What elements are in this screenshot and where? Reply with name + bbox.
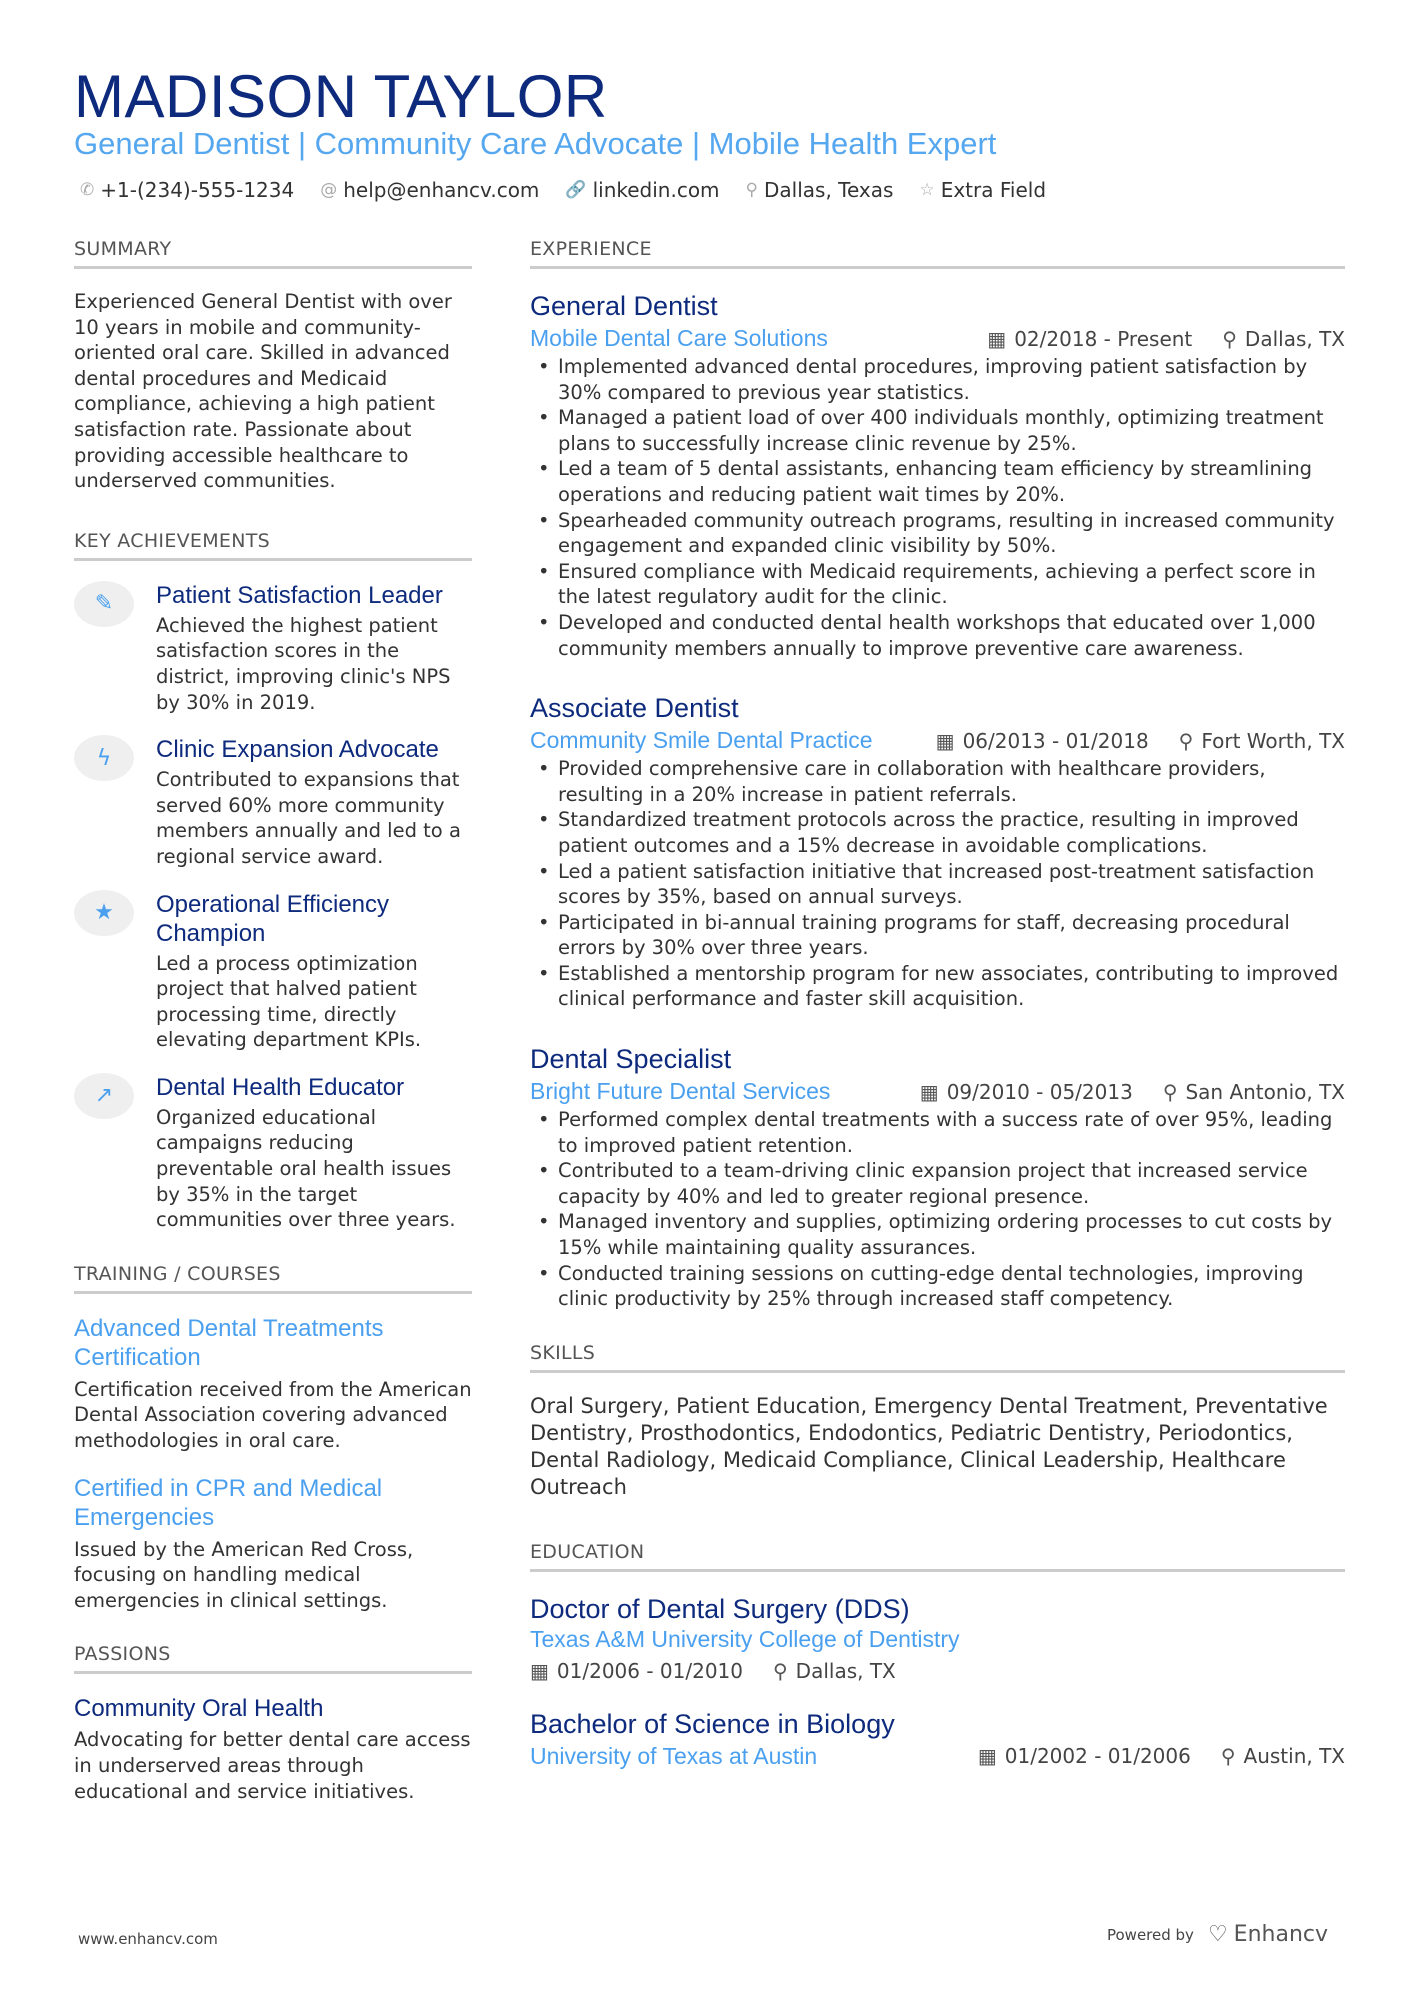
left-column <box>74 238 472 1804</box>
section-heading: SKILLS <box>530 1342 1345 1373</box>
magic-wand-icon: ✎ <box>74 581 134 627</box>
headline: General Dentist | Community Care Advocate | Mobile Health Expert <box>74 126 997 161</box>
date-range <box>936 729 1149 753</box>
phone-icon: ✆ <box>80 180 95 200</box>
bullet: • Developed and conducted dental health workshops that educated over 1,000 community members annually to improve preventive care awareness. <box>530 610 1345 661</box>
course-text: Certification received from the American Dental Association covering advanced methodologies in oral care. <box>74 1377 472 1453</box>
website-link[interactable]: www.enhancv.com <box>78 1930 218 1948</box>
bullet: • Led a team of 5 dental assistants, enhancing team efficiency by streamlining operations and reducing patient wait times by 20%. <box>530 456 1345 507</box>
location-text: Fort Worth, TX <box>1201 728 1345 753</box>
date-text: 02/2018 - Present <box>1014 326 1193 351</box>
achievement-text: Achieved the highest patient satisfaction scores in the district, improving clinic's NPS by 30% in 2019. <box>156 613 451 714</box>
star-icon: ☆ <box>919 180 935 200</box>
bullet: • Participated in bi-annual training programs for staff, decreasing procedural errors by 30% over three years. <box>530 910 1345 961</box>
location-pin-icon: ⚲ <box>1220 1744 1236 1769</box>
section-heading: SUMMARY <box>74 238 472 269</box>
education-entry <box>530 1707 1345 1770</box>
course-item <box>74 1474 472 1614</box>
bullet: • Implemented advanced dental procedures, improving patient satisfaction by 30% compared to previous year statistics. <box>530 354 1345 405</box>
bullet: • Managed a patient load of over 400 individuals monthly, optimizing treatment plans to successfully increase clinic revenue by 25%. <box>530 405 1345 456</box>
school-name: University of Texas at Austin <box>530 1742 818 1769</box>
company-name: Bright Future Dental Services <box>530 1078 831 1105</box>
course-text: Issued by the American Red Cross, focusing on handling medical emergencies in clinical settings. <box>74 1537 414 1612</box>
achievement-title: Clinic Expansion Advocate <box>156 736 439 764</box>
job-entry <box>530 289 1345 661</box>
achievement-body <box>156 735 472 869</box>
course-title: Certified in CPR and Medical Emergencies <box>74 1474 383 1531</box>
experience-section <box>530 238 1345 1312</box>
date-range <box>978 1744 1191 1768</box>
job-row <box>530 1078 1345 1105</box>
brand-name: Enhancv <box>1233 1922 1328 1947</box>
contact-bar <box>80 178 1046 202</box>
achievement-text: Contributed to expansions that served 60% more community members annually and led to a regional service award. <box>156 768 461 868</box>
job-title: Dental Specialist <box>530 1044 732 1075</box>
location <box>1221 1744 1345 1768</box>
date-range <box>987 327 1192 351</box>
route-icon: ↗ <box>74 1073 134 1119</box>
star-icon: ★ <box>74 890 134 936</box>
passions-section <box>74 1643 472 1804</box>
job-meta <box>530 1659 1345 1683</box>
job-meta <box>978 1744 1345 1768</box>
education-entry <box>530 1592 1345 1683</box>
section-heading: PASSIONS <box>74 1643 472 1674</box>
candidate-name: MADISON TAYLOR <box>74 63 608 130</box>
achievement-text: Led a process optimization project that halved patient processing time, directly elevating department KPIs. <box>156 951 422 1052</box>
bullet: • Contributed to a team-driving clinic expansion project that increased service capacity by 40% and led to greater regional presence. <box>530 1158 1345 1209</box>
date-range <box>530 1659 743 1683</box>
contact-item[interactable] <box>919 178 1046 202</box>
link-icon: 🔗 <box>565 180 587 200</box>
bullet: • Established a mentorship program for new associates, contributing to improved clinical performance and faster skill acquisition. <box>530 961 1345 1012</box>
location-pin-icon: ⚲ <box>1222 326 1237 351</box>
achievement-body <box>156 1073 472 1233</box>
achievement-text: Organized educational campaigns reducing preventable oral health issues by 35% in the target communities over three years. <box>156 1105 456 1232</box>
at-icon: @ <box>320 180 338 200</box>
date-text: 01/2002 - 01/2006 <box>1004 1744 1191 1769</box>
achievement-title: Dental Health Educator <box>156 1073 405 1101</box>
bullet: • Ensured compliance with Medicaid requirements, achieving a perfect score in the latest regulatory audit for the clinic. <box>530 559 1345 610</box>
contact-text: Dallas, Texas <box>764 178 894 202</box>
job-title: General Dentist <box>530 291 718 321</box>
training-section <box>74 1263 472 1614</box>
contact-text: +1-(234)-555-1234 <box>100 178 295 202</box>
bullet: • Led a patient satisfaction initiative that increased post-treatment satisfaction scores by 35%, based on annual surveys. <box>530 859 1345 910</box>
achievement-item <box>74 890 472 1053</box>
location-text: Austin, TX <box>1243 1744 1345 1769</box>
education-section <box>530 1541 1345 1770</box>
achievement-title: Patient Satisfaction Leader <box>156 581 443 609</box>
job-meta <box>920 1080 1345 1104</box>
location-pin-icon: ⚲ <box>1162 1079 1178 1104</box>
degree: Doctor of Dental Surgery (DDS) <box>530 1593 910 1624</box>
job-row <box>530 325 1345 352</box>
calendar-icon: ▦ <box>977 1744 997 1769</box>
passion-text: Advocating for better dental care access in underserved areas through educational and service initiatives. <box>74 1728 471 1803</box>
contact-item[interactable] <box>746 178 894 202</box>
bullet-list <box>530 756 1345 1012</box>
job-row <box>530 727 1345 754</box>
enhancv-logo <box>1208 1922 1328 1947</box>
location <box>773 1659 896 1683</box>
school-name: Texas A&M University College of Dentistry <box>530 1625 960 1652</box>
company-name: Mobile Dental Care Solutions <box>530 325 828 351</box>
contact-text: linkedin.com <box>592 178 720 202</box>
degree: Bachelor of Science in Biology <box>530 1708 895 1739</box>
summary-section <box>74 238 472 494</box>
location-icon: ⚲ <box>745 180 758 200</box>
date-text: 09/2010 - 05/2013 <box>946 1079 1133 1104</box>
heart-logo-icon: ♡ <box>1207 1922 1228 1947</box>
job-title: Associate Dentist <box>530 693 739 724</box>
calendar-icon: ▦ <box>987 326 1007 351</box>
section-heading: KEY ACHIEVEMENTS <box>74 530 472 561</box>
company-name: Community Smile Dental Practice <box>530 727 873 754</box>
bullet-list <box>530 1107 1345 1312</box>
bullet: • Conducted training sessions on cutting-edge dental technologies, improving clinic productivity by 25% through increased staff competency. <box>530 1261 1345 1312</box>
location-text: San Antonio, TX <box>1185 1079 1345 1104</box>
location-pin-icon: ⚲ <box>773 1658 788 1683</box>
powered-by-label: Powered by <box>1106 1925 1194 1944</box>
contact-item[interactable] <box>320 178 539 202</box>
job-entry <box>530 1042 1345 1312</box>
achievements-section <box>74 530 472 1233</box>
achievement-item <box>74 581 472 715</box>
date-text: 01/2006 - 01/2010 <box>556 1658 744 1683</box>
location <box>1222 327 1345 351</box>
skills-section <box>530 1342 1345 1501</box>
location-pin-icon: ⚲ <box>1178 728 1194 753</box>
skills-text: Oral Surgery, Patient Education, Emergency Dental Treatment, Preventative Dentistry, Prosthodontics, Endodontics, Pediatric Dentistry, Periodontics, Dental Radiology, Medicaid Compliance, Clinical Leadership, Healthcare Outreach <box>530 1393 1328 1499</box>
contact-item[interactable] <box>565 178 719 202</box>
bullet: • Provided comprehensive care in collaboration with healthcare providers, resulting in a 20% increase in patient referrals. <box>530 756 1345 807</box>
section-heading: TRAINING / COURSES <box>74 1263 472 1294</box>
passion-title: Community Oral Health <box>74 1695 324 1723</box>
achievement-title: Operational Efficiency Champion <box>156 890 390 947</box>
achievement-body <box>156 581 472 715</box>
bullet: • Managed inventory and supplies, optimizing ordering processes to cut costs by 15% while maintaining quality assurances. <box>530 1209 1345 1260</box>
job-meta <box>987 327 1345 351</box>
section-heading: EXPERIENCE <box>530 238 1345 269</box>
date-text: 06/2013 - 01/2018 <box>962 728 1149 753</box>
job-entry <box>530 691 1345 1012</box>
achievement-item <box>74 735 472 869</box>
location <box>1179 729 1345 753</box>
location-text: Dallas, TX <box>795 1658 896 1683</box>
location-text: Dallas, TX <box>1244 326 1345 351</box>
location <box>1163 1080 1345 1104</box>
date-range <box>920 1080 1133 1104</box>
bullet: • Spearheaded community outreach programs, resulting in increased community engagement and expanded clinic visibility by 50%. <box>530 508 1345 559</box>
lightning-icon: ϟ <box>74 735 134 781</box>
course-title: Advanced Dental Treatments Certification <box>74 1314 384 1371</box>
calendar-icon: ▦ <box>935 728 955 753</box>
bullet: • Performed complex dental treatments with a success rate of over 95%, leading to improved patient retention. <box>530 1107 1345 1158</box>
job-meta <box>936 729 1345 753</box>
calendar-icon: ▦ <box>530 1658 549 1683</box>
right-column <box>530 238 1345 1794</box>
bullet: • Standardized treatment protocols across the practice, resulting in improved patient outcomes and a 15% decrease in avoidable complications. <box>530 807 1345 858</box>
achievement-body <box>156 890 472 1053</box>
achievement-item <box>74 1073 472 1233</box>
summary-text: Experienced General Dentist with over 10 years in mobile and community-oriented oral care. Skilled in advanced dental procedures and Medicaid compliance, achieving a high patient satisfaction rate. Passionate about providing accessible healthcare to underserved communities. <box>74 290 452 493</box>
calendar-icon: ▦ <box>919 1079 939 1104</box>
edu-row <box>530 1743 1345 1770</box>
course-item <box>74 1314 472 1454</box>
contact-text: help@enhancv.com <box>343 178 540 202</box>
section-heading: EDUCATION <box>530 1541 1345 1572</box>
powered-by <box>1107 1922 1328 1947</box>
contact-item[interactable] <box>80 178 294 202</box>
contact-text: Extra Field <box>940 178 1047 202</box>
bullet-list <box>530 354 1345 661</box>
passion-item <box>74 1694 472 1804</box>
